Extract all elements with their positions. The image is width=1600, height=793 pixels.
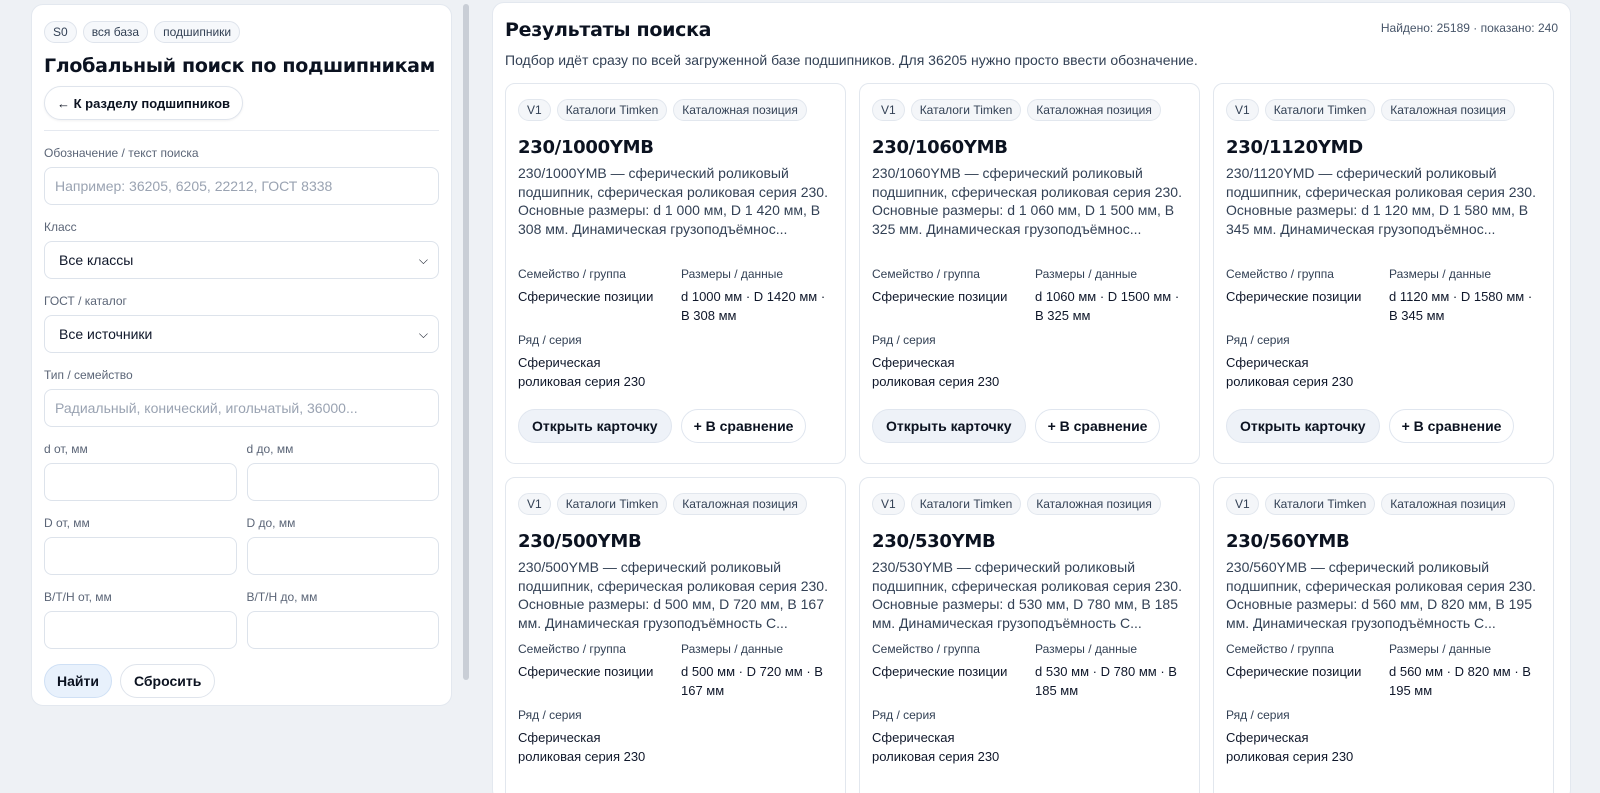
dims-label: Размеры / данные	[1389, 267, 1492, 281]
result-card	[859, 83, 1200, 464]
dims-value: d 1120 мм · D 1580 мм · B 345 мм	[1389, 289, 1533, 323]
family-value: Сферические позиции	[1226, 664, 1362, 679]
family-value: Сферические позиции	[872, 289, 1008, 304]
width-from-input[interactable]	[44, 611, 237, 649]
result-card	[1213, 477, 1554, 793]
card-title: 230/530YMB	[872, 531, 996, 552]
family-value: Сферические позиции	[518, 289, 654, 304]
source-label: ГОСТ / каталог	[44, 294, 127, 308]
dims-label: Размеры / данные	[1389, 642, 1492, 656]
add-to-compare-button[interactable]: + В сравнение	[681, 409, 807, 443]
query-input[interactable]: Например: 36205, 6205, 22212, ГОСТ 8338	[44, 167, 439, 205]
card-title: 230/1000YMB	[518, 137, 654, 158]
result-card	[505, 83, 846, 464]
width-to-label: B/T/H до, мм	[246, 590, 318, 604]
dims-label: Размеры / данные	[1035, 642, 1138, 656]
kind-tag: Каталожная позиция	[1381, 493, 1515, 515]
version-tag: V1	[872, 99, 905, 121]
outer-d-from-label: D от, мм	[44, 516, 90, 530]
family-value: Сферические позиции	[1226, 289, 1362, 304]
family-value: Сферические позиции	[518, 664, 654, 679]
chevron-down-icon: ⌵	[418, 252, 428, 267]
family-value: Сферические позиции	[872, 664, 1008, 679]
card-description: 230/1060YMB — сферический роликовый подшипник, сферическая роликовая серия 230. Основные размеры: d 1 060 мм, D 1 500 мм, B 325 мм. Динамическая грузоподъёмнос...	[872, 165, 1182, 237]
source-select-value: Все источники	[59, 326, 153, 342]
open-card-button[interactable]: Открыть карточку	[872, 409, 1026, 443]
dims-value: d 530 мм · D 780 мм · B 185 мм	[1035, 664, 1177, 698]
width-from-label: B/T/H от, мм	[44, 590, 112, 604]
scope-chips	[44, 21, 439, 43]
version-tag: V1	[518, 493, 551, 515]
version-tag: V1	[872, 493, 905, 515]
reset-button[interactable]: Сбросить	[120, 664, 215, 698]
result-card	[1213, 83, 1554, 464]
class-label: Класс	[44, 220, 77, 234]
kind-tag: Каталожная позиция	[673, 493, 807, 515]
kind-tag: Каталожная позиция	[1027, 99, 1161, 121]
family-label: Семейство / группа	[1226, 642, 1334, 656]
dims-value: d 500 мм · D 720 мм · B 167 мм	[681, 664, 823, 698]
scrollbar-thumb[interactable]	[463, 4, 469, 680]
open-card-button[interactable]: Открыть карточку	[1226, 409, 1380, 443]
card-title: 230/1120YMD	[1226, 137, 1363, 158]
chevron-down-icon: ⌵	[418, 326, 428, 341]
source-select[interactable]	[44, 315, 439, 353]
card-title: 230/560YMB	[1226, 531, 1350, 552]
results-title: Результаты поиска	[505, 19, 712, 41]
type-input[interactable]: Радиальный, конический, игольчатый, 36000...	[44, 389, 439, 427]
family-label: Семейство / группа	[872, 267, 980, 281]
d-from-input[interactable]	[44, 463, 237, 501]
outer-d-to-label: D до, мм	[246, 516, 296, 530]
width-to-input[interactable]	[247, 611, 440, 649]
panel-title: Глобальный поиск по подшипникам	[44, 55, 435, 77]
d-from-label: d от, мм	[44, 442, 88, 456]
d-to-label: d до, мм	[246, 442, 294, 456]
version-tag: V1	[518, 99, 551, 121]
dims-label: Размеры / данные	[1035, 267, 1138, 281]
card-description: 230/530YMB — сферический роликовый подшипник, сферическая роликовая серия 230. Основные размеры: d 530 мм, D 780 мм, B 185 мм. Динамическая грузоподъёмность C...	[872, 559, 1182, 631]
source-tag: Каталоги Timken	[911, 493, 1022, 515]
query-label: Обозначение / текст поиска	[44, 146, 199, 160]
series-value: Сферическая роликовая серия 230	[872, 730, 1000, 764]
series-label: Ряд / серия	[872, 708, 936, 722]
series-label: Ряд / серия	[1226, 708, 1290, 722]
class-select[interactable]	[44, 241, 439, 279]
source-tag: Каталоги Timken	[911, 99, 1022, 121]
type-label: Тип / семейство	[44, 368, 133, 382]
class-select-value: Все классы	[59, 252, 134, 268]
result-card	[859, 477, 1200, 793]
results-grid	[505, 83, 1558, 793]
series-value: Сферическая роликовая серия 230	[872, 355, 1000, 389]
filter-panel	[31, 4, 452, 706]
result-card	[505, 477, 846, 793]
series-value: Сферическая роликовая серия 230	[518, 355, 646, 389]
results-count: Найдено: 25189 · показано: 240	[1380, 21, 1558, 35]
d-to-input[interactable]	[247, 463, 440, 501]
series-label: Ряд / серия	[1226, 333, 1290, 347]
chip-scope[interactable]: вся база	[83, 21, 148, 43]
add-to-compare-button[interactable]: + В сравнение	[1035, 409, 1161, 443]
outer-d-from-input[interactable]	[44, 537, 237, 575]
source-tag: Каталоги Timken	[1265, 99, 1376, 121]
series-value: Сферическая роликовая серия 230	[518, 730, 646, 764]
source-tag: Каталоги Timken	[1265, 493, 1376, 515]
kind-tag: Каталожная позиция	[673, 99, 807, 121]
card-description: 230/560YMB — сферический роликовый подшипник, сферическая роликовая серия 230. Основные размеры: d 560 мм, D 820 мм, B 195 мм. Динамическая грузоподъёмность C...	[1226, 559, 1536, 631]
series-value: Сферическая роликовая серия 230	[1226, 355, 1354, 389]
series-value: Сферическая роликовая серия 230	[1226, 730, 1354, 764]
series-label: Ряд / серия	[518, 333, 582, 347]
outer-d-to-input[interactable]	[247, 537, 440, 575]
source-tag: Каталоги Timken	[557, 99, 668, 121]
dims-value: d 1060 мм · D 1500 мм · B 325 мм	[1035, 289, 1180, 323]
dims-value: d 1000 мм · D 1420 мм · B 308 мм	[681, 289, 826, 323]
card-description: 230/500YMB — сферический роликовый подшипник, сферическая роликовая серия 230. Основные размеры: d 500 мм, D 720 мм, B 167 мм. Динамическая грузоподъёмность C...	[518, 559, 828, 631]
divider	[44, 130, 439, 131]
kind-tag: Каталожная позиция	[1381, 99, 1515, 121]
add-to-compare-button[interactable]: + В сравнение	[1389, 409, 1515, 443]
family-label: Семейство / группа	[1226, 267, 1334, 281]
version-tag: V1	[1226, 99, 1259, 121]
series-label: Ряд / серия	[872, 333, 936, 347]
kind-tag: Каталожная позиция	[1027, 493, 1161, 515]
series-label: Ряд / серия	[518, 708, 582, 722]
family-label: Семейство / группа	[872, 642, 980, 656]
card-description: 230/1000YMB — сферический роликовый подшипник, сферическая роликовая серия 230. Основные размеры: d 1 000 мм, D 1 420 мм, B 308 мм. Динамическая грузоподъёмнос...	[518, 165, 828, 237]
back-to-bearings-button[interactable]: ← К разделу подшипников	[44, 86, 243, 120]
version-tag: V1	[1226, 493, 1259, 515]
dims-label: Размеры / данные	[681, 642, 784, 656]
open-card-button[interactable]: Открыть карточку	[518, 409, 672, 443]
dims-value: d 560 мм · D 820 мм · B 195 мм	[1389, 664, 1531, 698]
chip-section[interactable]: подшипники	[154, 21, 240, 43]
family-label: Семейство / группа	[518, 642, 626, 656]
card-title: 230/1060YMB	[872, 137, 1008, 158]
source-tag: Каталоги Timken	[557, 493, 668, 515]
chip-level[interactable]: S0	[44, 21, 77, 43]
family-label: Семейство / группа	[518, 267, 626, 281]
results-subtitle: Подбор идёт сразу по всей загруженной базе подшипников. Для 36205 нужно просто ввести обозначение.	[505, 52, 1198, 68]
card-title: 230/500YMB	[518, 531, 642, 552]
dims-label: Размеры / данные	[681, 267, 784, 281]
card-description: 230/1120YMD — сферический роликовый подшипник, сферическая роликовая серия 230. Основные размеры: d 1 120 мм, D 1 580 мм, B 345 мм. Динамическая грузоподъёмнос...	[1226, 165, 1536, 237]
results-panel	[492, 2, 1571, 793]
find-button[interactable]: Найти	[44, 664, 112, 698]
